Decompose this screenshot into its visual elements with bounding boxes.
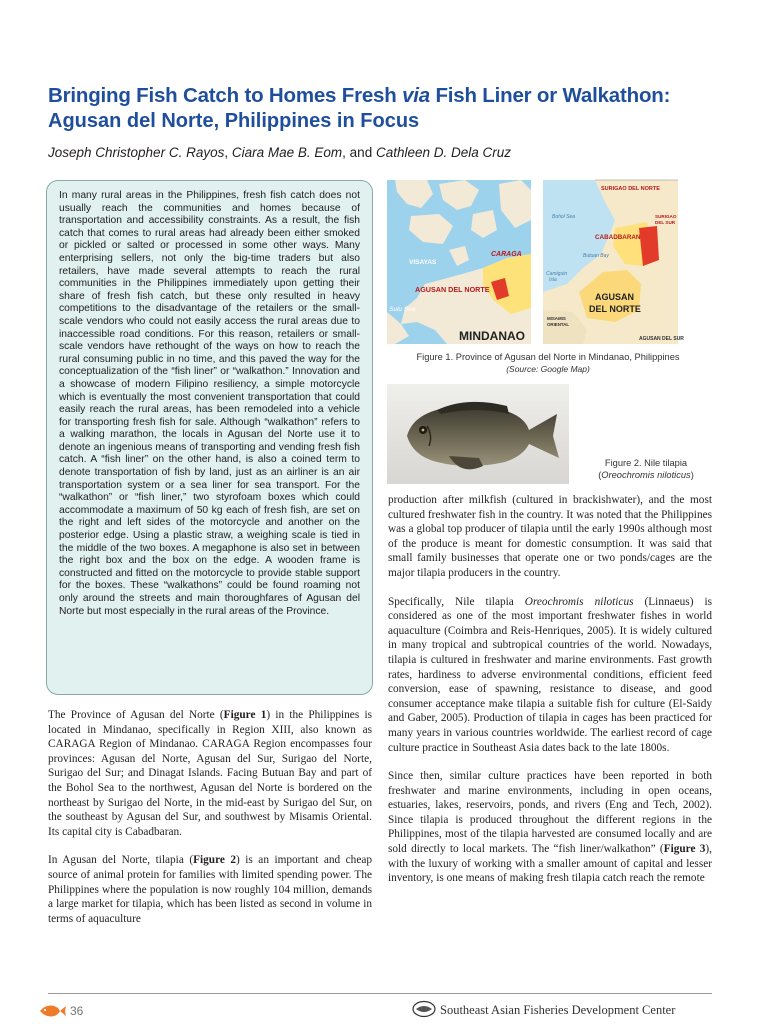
sidebar-text: In many rural areas in the Philippines, fresh fish catch does not usually reach the communities and homes because of transportation and accessibility constraints. As a result, the fish catch that comes to rural areas had already been either smoked or pickled or salted or processed in some other ways. Many enterprising sellers, not only the big-time traders but also retailers, have made several attempts to reach the rural communities in the Philippines immediately upon getting their share of fresh fish catch, but these only resulted in heavy competitions to the disadvantage of the retailers or the small-scale vendors who could not easily access the rural areas due to inaccessible road conditions. For this reason, retailers or small-scale vendors have rethought of the ways on how to reach the rural consuming public in no time, and this paved the way for the conceptualization of the “fish liner” or “walkathon.” Innovation and a showcase of modern Filipino resiliency, a simple motorcycle which is eventually the most convenient transportation that could easily reach the rural areas, has been remodeled into a vehicle for transporting fresh fish for sale. Although “walkathon” refers to a walking marathon, the locals in Agusan del Norte use it to denote an ingenious means of transporting and vending fresh fish catch. A “fish liner” on the other hand, is also a coined term to denote transportation of fish by land, just as an airliner is an air transportation system or a sea liner for sea transport. For the “walkathon” or “fish liner,” two styrofoam boxes which could accommodate a maximum of 50 kg each of fresh fish, are set on the right and left sides of the motorcycle and another on the posterior edge. Using a plastic straw, a weighing scale is tied in the middle of the two boxes. A megaphone is also set in between the right box and the box on the edge. A wooden frame is constructed and fitted on the motorcycle to provide stable support for the boxes. These “walkathons” could be found roaming not only around the streets and main thoroughfares of Agusan del Norte but most especially in the rural areas of the Province.: [59, 190, 360, 617]
left-paragraph-1: The Province of Agusan del Norte (Figure 1) in the Philippines is located in Mindanao, specifically in Region XIII, also known as CARAGA Region of Mindanao. CARAGA Region encompasses four provinces: Agusan del Norte, Agusan del Sur, Surigao del Norte, Surigao del Sur; and Dinagat Islands. Facing Butuan Bay and part of the Bohol Sea to the northwest, Agusan del Norte is bordered on the northeast by Surigao del Norte, in the mid-east by Surigao del Sur, on the southeast by Agusan del Sur, and southwest by Misamis Oriental. Its capital city is Cabadbaran.: [48, 709, 372, 838]
map-label-sulu-sea: Sulu Sea: [389, 306, 416, 313]
map-label-butuan-bay: Butuan Bay: [583, 253, 609, 259]
tilapia-image: [387, 384, 569, 484]
page-number: 36: [70, 1004, 84, 1018]
figure-1-map-mindanao: [387, 180, 531, 344]
map-label-surigao-sur-1: SURIGAO: [655, 214, 677, 219]
map-label-cabadbaran: CABADBARAN: [595, 234, 641, 241]
author-3: Cathleen D. Dela Cruz: [375, 145, 512, 160]
province-map-image: [543, 180, 684, 344]
map-label-agusan: AGUSAN DEL NORTE: [415, 285, 490, 294]
figure-1-source: (Source: Google Map): [506, 363, 590, 374]
article-title: [48, 84, 728, 134]
map-label-caraga: CARAGA: [491, 251, 522, 258]
map-label-surigao-sur-2: DEL SUR: [655, 220, 676, 225]
map-label-misamis-1: MISAMIS: [547, 316, 566, 321]
figure-2-sci-name: (Oreochromis niloticus): [598, 469, 694, 480]
map-label-mindanao: MINDANAO: [459, 329, 525, 343]
map-label-bohol-sea: Bohol Sea: [552, 214, 576, 220]
mindanao-map-image: [387, 180, 531, 344]
map-label-visayas: VISAYAS: [409, 259, 437, 266]
map-label-agusan-1: AGUSAN: [595, 292, 635, 302]
right-paragraph-1: production after milkfish (cultured in brackishwater), and the most cultured freshwater fish in the country. It was noted that the Philippines was a global top producer of tilapia until the early 1990s although most of the produce is meant for domestic consumption. It was said that small family businesses that operate one or two ponds/cages are the major tilapia producers in the country.: [388, 494, 712, 579]
title-text-1: Bringing Fish Catch to Homes Fresh: [48, 84, 403, 107]
sidebar-box: [46, 180, 373, 695]
article-subtitle: Agusan del Norte, Philippines in Focus: [48, 110, 420, 132]
map-label-surigao-norte: SURIGAO DEL NORTE: [601, 186, 660, 192]
left-paragraph-2: In Agusan del Norte, tilapia (Figure 2) is an important and cheap source of animal protein for families with limited spending power. The Philippines where the population is now roughly 104 million, demands a large market for tilapia, which has been listed as second in volume in terms of aquaculture: [48, 854, 373, 925]
title-via: via: [402, 84, 430, 107]
figure-3-ref: Figure 3: [663, 843, 706, 856]
map-label-agusan-sur: AGUSAN DEL SUR: [639, 336, 684, 342]
footer-organization: Southeast Asian Fisheries Development Center: [440, 1003, 676, 1017]
authors-and: and: [349, 145, 373, 160]
figure-2-photo: [387, 384, 569, 484]
scientific-name: Oreochromis niloticus: [524, 595, 634, 608]
figure-2-ref: Figure 2: [193, 854, 237, 867]
figure-2-caption-text: Figure 2. Nile tilapia: [604, 458, 688, 468]
author-1: Joseph Christopher C. Rayos: [48, 145, 225, 160]
map-label-agusan-2: DEL NORTE: [589, 304, 641, 314]
author-2: Ciara Mae B. Eom: [231, 145, 343, 160]
map-label-camiguin-1: Camiguin: [546, 271, 568, 277]
right-column: [388, 493, 712, 886]
map-label-camiguin-2: Isla: [549, 277, 557, 283]
author-line: Joseph Christopher C. Rayos, Ciara Mae B. Eom, and Cathleen D. Dela Cruz: [48, 145, 512, 160]
fish-icon: [38, 1003, 68, 1019]
map-label-misamis-2: ORIENTAL: [547, 322, 570, 327]
right-paragraph-3: Since then, similar culture practices have been reported in both freshwater and marine environments, including in open oceans, estuaries, lakes, reservoirs, ponds, and rivers (Eng and Tech, 2002). Since tilapia is produced throughout the different regions in the Philippines, most of the tilapia harvested are consumed locally and are sold directly to local markets. The “fish liner/walkathon” (Figure 3), with the luxury of working with a smaller amount of capital and lesser inventory, is one means of making fresh tilapia catch reach the remote: [388, 770, 712, 885]
figure-1-caption-text: Figure 1. Province of Agusan del Norte in Mindanao, Philippines: [416, 352, 680, 362]
seafdec-logo-icon: [412, 1000, 436, 1018]
right-paragraph-2: Specifically, Nile tilapia Oreochromis niloticus (Linnaeus) is considered as one of the most important freshwater fishes in world aquaculture (Coimbra and Reis-Henriques, 2005). It is widely cultured in many tropical and subtropical countries of the world. Nowadays, tilapia is cultured in freshwater and marine environments. Fast growth rates, hardiness to adverse environmental conditions, efficient feed conversion, ease of spawning, resistance to disease, and good consumer acceptance make tilapia a suitable fish for culture (El-Saidy and Gaber, 2005). Production of tilapia in cages has been practiced for many years in various countries worldwide. The earliest record of cage culture practice in Southeast Asia dates back to the late 1800s.: [388, 595, 713, 754]
title-line-1: [48, 84, 728, 108]
footer-divider: [48, 993, 712, 994]
figure-1-ref: Figure 1: [223, 709, 267, 721]
figure-1-map-province: [543, 180, 684, 344]
figure-1-caption: [378, 352, 718, 374]
left-column: [48, 708, 372, 926]
title-text-2: Fish Liner or Walkathon:: [429, 84, 671, 107]
figure-2-caption: [580, 458, 712, 481]
